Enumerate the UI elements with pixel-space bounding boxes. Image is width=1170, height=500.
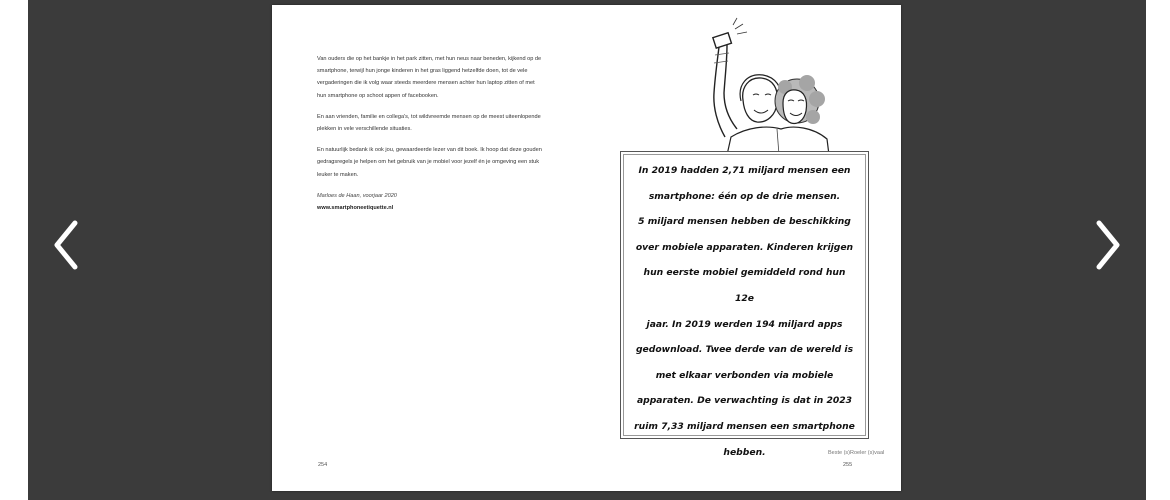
callout-line: smartphone: één op de drie mensen.: [648, 190, 841, 202]
right-page-number: 255: [843, 462, 853, 468]
callout-line: apparaten. De verwachting is dat in 2023: [636, 395, 853, 407]
left-page-text: [317, 53, 542, 214]
callout-line: 5 miljard mensen hebben de beschikking: [638, 216, 851, 228]
paragraph: Van ouders die op het bankje in het park zitten, met hun neus naar beneden, kijkend op de smartphone, terwijl hun jonge kinderen in het gras liggend hetzelfde doen, tot de vele vergaderingen die ik volg waar steeds meerdere mensen achter hun laptop zitten of met hun smartphone op schoot appen of facebooken.: [317, 56, 542, 99]
chevron-right-icon: [1091, 217, 1125, 273]
callout-line: met elkaar verbonden via mobiele: [655, 369, 834, 381]
next-page-button[interactable]: [1086, 215, 1130, 275]
callout-line: hebben.: [723, 446, 766, 458]
callout-line: jaar. In 2019 werden 194 miljard apps: [646, 318, 843, 330]
callout-line: over mobiele apparaten. Kinderen krijgen: [635, 241, 854, 253]
callout-line: In 2019 hadden 2,71 miljard mensen een: [638, 165, 851, 176]
running-head: Beste (s)Roeler (s)vaal: [828, 450, 885, 456]
selfie-illustration: [657, 15, 847, 155]
callout-line: gedownload. Twee derde van de wereld is: [635, 344, 854, 356]
author-signature: Marloes de Haan, voorjaar 2020: [317, 192, 397, 199]
left-page-number: 254: [318, 462, 328, 468]
callout-line: ruim 7,33 miljard mensen een smartphone: [634, 420, 855, 432]
previous-page-button[interactable]: [44, 215, 88, 275]
paragraph: En natuurlijk bedank ik ook jou, gewaardeerde lezer van dit boek. Ik hoop dat deze gouden gedragsregels je helpen om het gebruik van je mobiel voor jezelf én je omgeving een stuk leuker te maken.: [317, 147, 542, 178]
selfie-drawing-icon: [657, 15, 847, 155]
book-viewer: [28, 0, 1146, 500]
author-website: www.smartphoneetiquette.nl: [317, 205, 394, 212]
paragraph: En aan vrienden, familie en collega's, tot wildvreemde mensen op de meest uiteenlopende plekken in vele verschillende situaties.: [317, 113, 541, 133]
chevron-left-icon: [49, 217, 83, 273]
callout-text: [633, 158, 856, 465]
callout-line: hun eerste mobiel gemiddeld rond hun 12e: [643, 267, 846, 304]
book-spread: [272, 5, 901, 491]
